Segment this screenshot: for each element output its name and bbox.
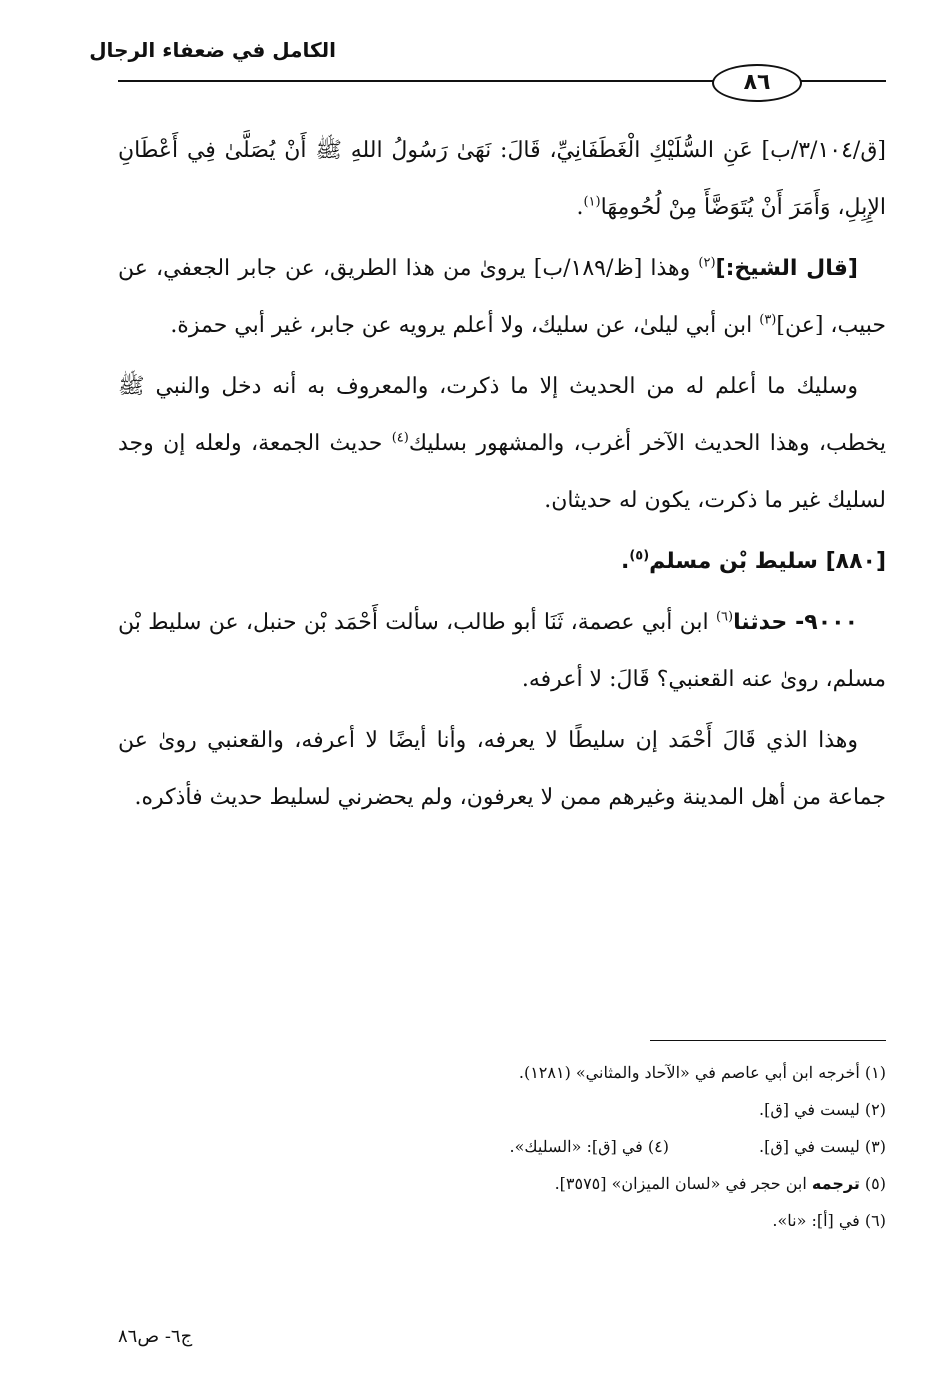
footnote-3: (٣) ليست في [ق].	[759, 1137, 886, 1156]
paragraph-narration	[118, 594, 886, 708]
footnote-ref: (٢)	[698, 255, 716, 271]
book-title: الكامل في ضعفاء الرجال	[89, 38, 336, 62]
paragraph-shaykh	[118, 240, 886, 354]
entry-heading-text: [٨٨٠] سليط بْن مسلم	[649, 549, 886, 574]
footnote-5-text: ابن حجر في «لسان الميزان» [٣٥٧٥].	[554, 1174, 812, 1193]
footnote-6: (٦) في [أ]: «نا».	[772, 1211, 886, 1230]
footnote-5-bold: ترجمه	[811, 1174, 860, 1193]
paragraph-sulayk	[118, 358, 886, 529]
paragraph-shaykh-text: وهذا [ظ/١٨٩/ب] يروىٰ من هذا الطريق، عن جابر الجعفي، عن حبيب، [عن]	[118, 256, 886, 338]
paragraph-hadith	[118, 122, 886, 236]
footnote-1: (١) أخرجه ابن أبي عاصم في «الآحاد والمثاني» (١٢٨١).	[518, 1063, 886, 1082]
footnote-ref: (٥)	[629, 548, 650, 564]
footnote-2: (٢) ليست في [ق].	[759, 1100, 886, 1119]
paragraph-sulayk-text: وسليك ما أعلم له من الحديث إلا ما ذكرت، والمعروف به أنه دخل والنبي ﷺ يخطب، وهذا الحديث الآخر أغرب، والمشهور بسليك	[118, 374, 886, 456]
paragraph-narration-text: ابن أبي عصمة، ثَنَا أبو طالب، سألت أَحْمَد بْن حنبل، عن سليط بْن مسلم، روىٰ عنه القعنبي؟ قَالَ: لا أعرفه.	[118, 610, 886, 692]
footnote-ref: (٣)	[759, 312, 777, 328]
paragraph-sulayk-text-cont: حديث الجمعة، ولعله إن وجد لسليك غير ما ذكرت، يكون له حديثان.	[118, 431, 886, 513]
footnote-ref: (٦)	[715, 609, 734, 625]
page-number: ٨٦	[712, 64, 802, 102]
narration-number: ٩٠٠٠- حدثنا	[733, 610, 858, 635]
footnotes	[96, 1054, 886, 1239]
punctuation: .	[620, 549, 630, 574]
footnote-ref: (٤)	[391, 430, 409, 446]
footnote-4: (٤) في [ق]: «السليك».	[509, 1137, 669, 1156]
footnote-divider	[650, 1040, 886, 1041]
paragraph-shaykh-text-cont: ابن أبي ليلىٰ، عن سليك، ولا أعلم يرويه عن جابر، غير أبي حمزة.	[170, 313, 760, 338]
shaykh-label: [قال الشيخ:]	[715, 256, 858, 281]
punctuation: .	[576, 195, 584, 220]
footnote-ref: (١)	[583, 194, 601, 210]
volume-page-reference: ج٦- ص٨٦	[118, 1326, 193, 1347]
entry-heading	[118, 533, 886, 590]
main-text	[118, 122, 886, 830]
footnote-5-number: (٥)	[859, 1174, 886, 1193]
paragraph-hadith-text: [ق/٣/١٠٤/ب] عَنِ السُّلَيْكِ الْغَطَفَانِيِّ، قَالَ: نَهَىٰ رَسُولُ اللهِ ﷺ أَنْ يُصَلَّىٰ فِي أَعْطَانِ الإِبِلِ، وَأَمَرَ أَنْ يُتَوَضَّأَ مِنْ لُحُومِهَا	[118, 138, 886, 220]
paragraph-commentary: وهذا الذي قَالَ أَحْمَد إن سليطًا لا يعرفه، وأنا أيضًا لا أعرفه، والقعنبي روىٰ عن جماعة من أهل المدينة وغيرهم ممن لا يعرفون، ولم يحضرني لسليط حديث فأذكره.	[118, 728, 886, 810]
footnote-3-4	[96, 1128, 886, 1165]
footnote-5	[96, 1165, 886, 1202]
